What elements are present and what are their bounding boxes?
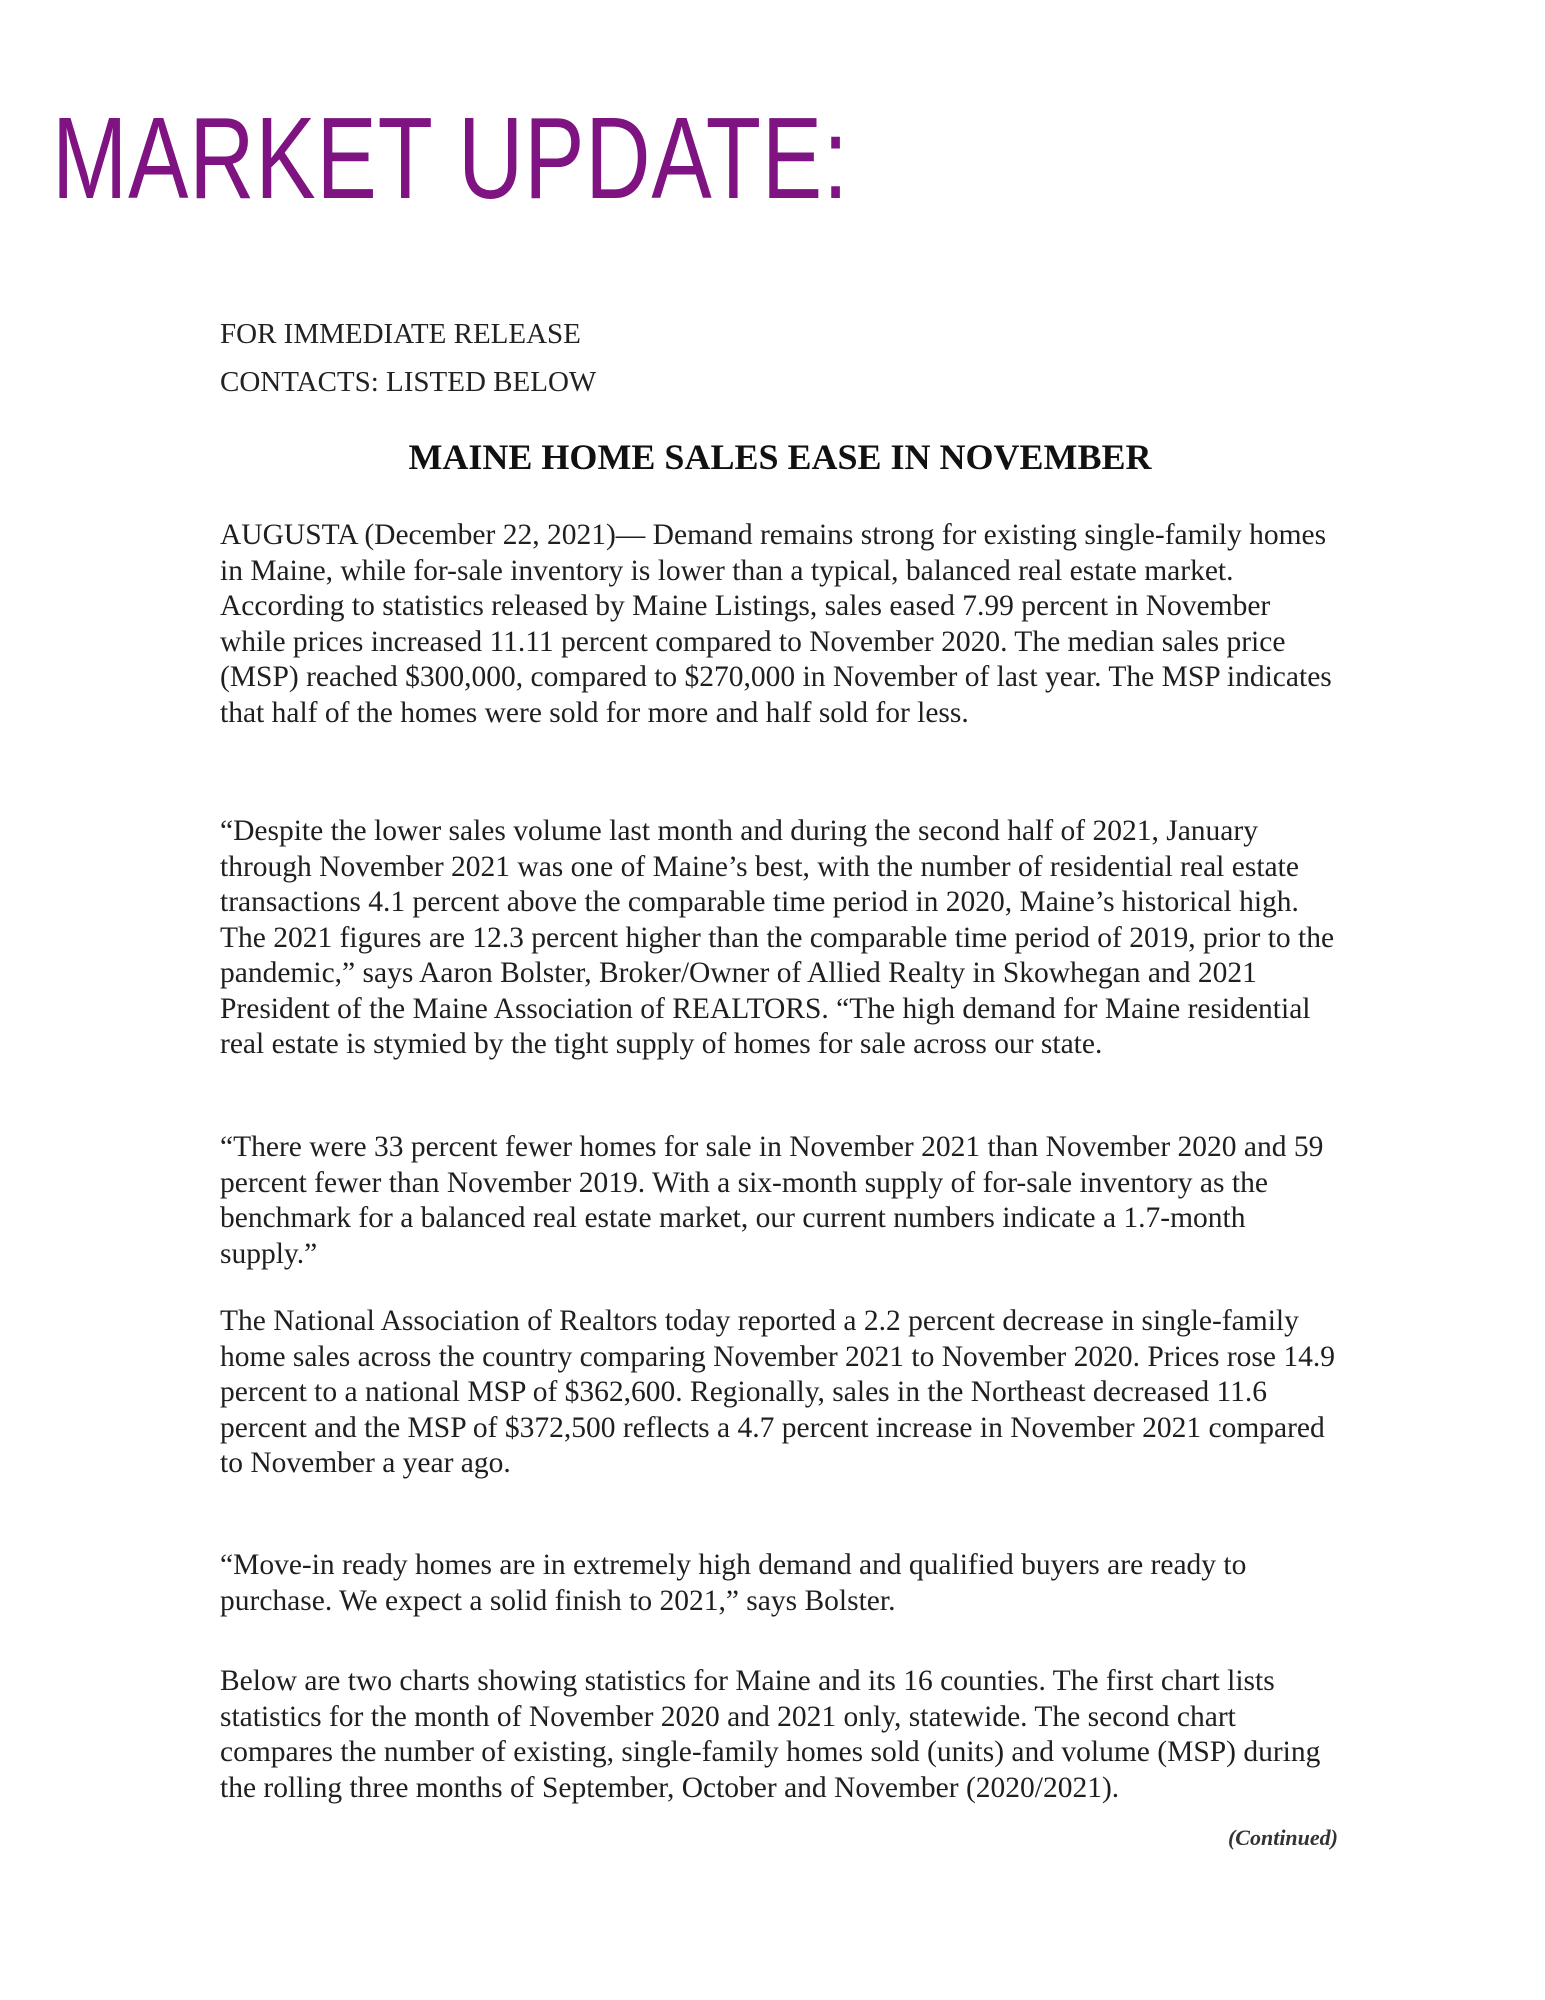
paragraph-demand-quote: “Move-in ready homes are in extremely high demand and qualified buyers are ready to purchase. We expect a solid finish to 2021,” says Bolster. [220,1549,1247,1617]
continued-note: (Continued) [1227,1825,1338,1850]
paragraph-intro: AUGUSTA (December 22, 2021)— Demand remains strong for existing single-family homes in Maine, while for-sale inventory is lower than a typical, balanced real estate market. According to statistics released by Maine Listings, sales eased 7.99 percent in November while prices increased 11.11 percent compared to November 2020. The median sales price (MSP) reached $300,000, compared to $270,000 in November of last year. The MSP indicates that half of the homes were sold for more and half sold for less. [220,519,1332,729]
market-update-banner: MARKET UPDATE: [52,93,849,223]
paragraph-charts-intro: Below are two charts showing statistics for Maine and its 16 counties. The first chart lists statistics for the month of November 2020 and 2021 only, statewide. The second chart compares the number of existing, single-family homes sold (units) and volume (MSP) during the rolling three months of September, October and November (2020/2021). [220,1665,1321,1804]
paragraph-national-stats: The National Association of Realtors today reported a 2.2 percent decrease in single-family home sales across the country comparing November 2021 to November 2020. Prices rose 14.9 percent to a national MSP of $362,600. Regionally, sales in the Northeast decreased 11.6 percent and the MSP of $372,500 reflects a 4.7 percent increase in November 2021 compared to November a year ago. [220,1305,1335,1479]
paragraph-bolster-quote: “Despite the lower sales volume last month and during the second half of 2021, January through November 2021 was one of Maine’s best, with the number of residential real estate transactions 4.1 percent above the comparable time period in 2020, Maine’s historical high. The 2021 figures are 12.3 percent higher than the comparable time period of 2019, prior to the pandemic,” says Aaron Bolster, Broker/Owner of Allied Realty in Skowhegan and 2021 President of the Maine Association of REALTORS. “The high demand for Maine residential real estate is stymied by the tight supply of homes for sale across our state. [220,815,1335,1060]
paragraph-inventory-quote: “There were 33 percent fewer homes for sale in November 2021 than November 2020 and 59 percent fewer than November 2019. With a six-month supply of for-sale inventory as the benchmark for a balanced real estate market, our current numbers indicate a 1.7-month supply.” [220,1131,1324,1270]
release-headline: MAINE HOME SALES EASE IN NOVEMBER [408,437,1152,477]
contacts-line: CONTACTS: LISTED BELOW [220,366,597,398]
release-status-line: FOR IMMEDIATE RELEASE [220,318,581,350]
